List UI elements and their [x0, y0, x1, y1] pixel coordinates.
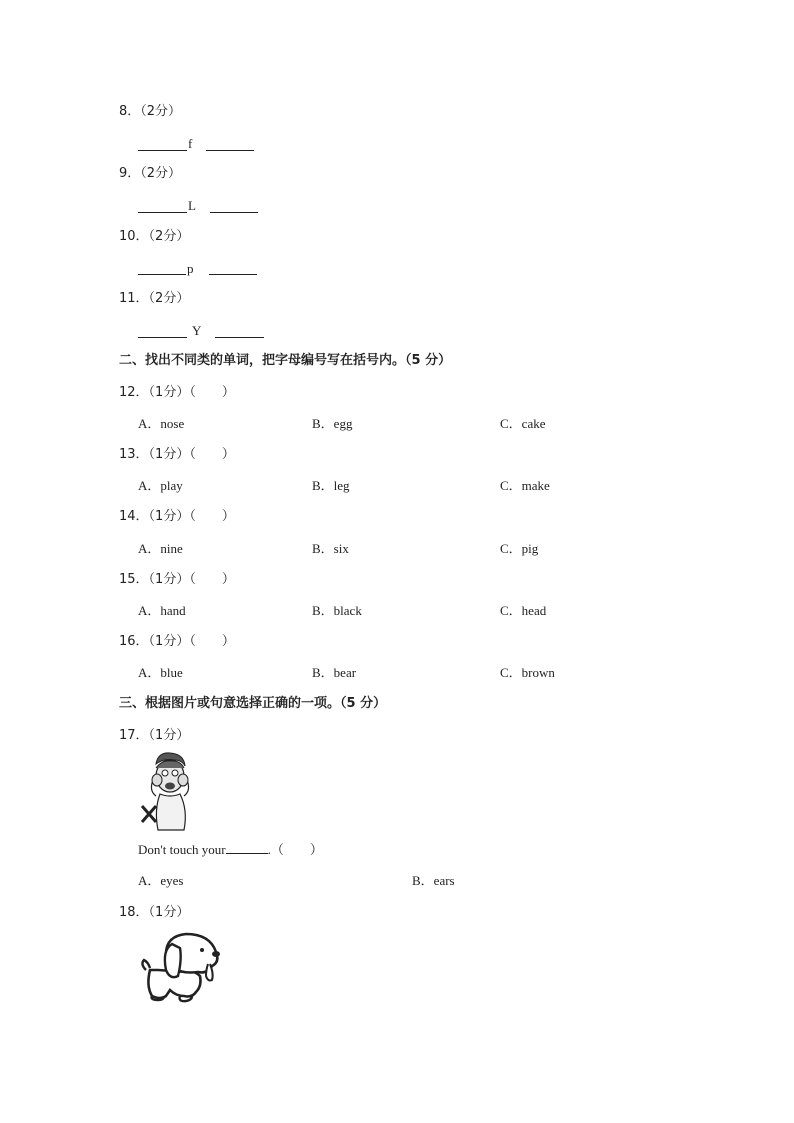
question-14-option-c: C．pig [500, 541, 539, 556]
answer-blank-10-before[interactable] [138, 274, 186, 275]
question-10-letter: p [187, 261, 194, 276]
answer-blank-11-before[interactable] [138, 337, 187, 338]
answer-blank-9-before[interactable] [138, 212, 187, 213]
question-18-number: 18．（1分） [119, 905, 190, 920]
question-8-number: 8．（2分） [119, 104, 182, 119]
question-17-option-a: A．eyes [138, 873, 184, 888]
question-17-blank[interactable] [226, 842, 268, 854]
question-17-sentence: Don't touch your .（ ） [138, 842, 323, 857]
question-9-letter: L [188, 198, 196, 213]
question-13-option-b: B．leg [312, 478, 350, 493]
answer-blank-8-after[interactable] [206, 150, 254, 151]
question-14-number: 14．（1分）（ ） [119, 509, 235, 524]
question-15-option-a: A．hand [138, 603, 186, 618]
question-9-number: 9．（2分） [119, 166, 182, 181]
question-12-option-b: B．egg [312, 416, 353, 431]
question-11-letter: Y [192, 323, 202, 338]
question-12-option-c: C．cake [500, 416, 546, 431]
section-3-heading: 三、根据图片或句意选择正确的一项。（5 分） [119, 696, 387, 711]
question-11-number: 11．（2分） [119, 291, 190, 306]
question-15-option-c: C．head [500, 603, 547, 618]
question-8-letter: f [188, 136, 193, 151]
question-10-number: 10．（2分） [119, 229, 190, 244]
question-16-option-a: A．blue [138, 665, 183, 680]
section-2-heading: 二、找出不同类的单词，把字母编号写在括号内。（5 分） [119, 353, 452, 368]
question-15-option-b: B．black [312, 603, 362, 618]
boy-covering-ears-illustration [138, 750, 198, 834]
question-14-option-a: A．nine [138, 541, 183, 556]
question-17-option-b: B．ears [412, 873, 455, 888]
answer-blank-10-after[interactable] [209, 274, 257, 275]
answer-blank-9-after[interactable] [210, 212, 258, 213]
answer-blank-11-after[interactable] [215, 337, 264, 338]
question-13-option-a: A．play [138, 478, 183, 493]
question-16-number: 16．（1分）（ ） [119, 634, 235, 649]
question-15-number: 15．（1分）（ ） [119, 572, 235, 587]
question-12-number: 12．（1分）（ ） [119, 385, 235, 400]
question-14-option-b: B．six [312, 541, 349, 556]
question-16-option-b: B．bear [312, 665, 357, 680]
dog-illustration [136, 930, 226, 1004]
question-13-number: 13．（1分）（ ） [119, 447, 235, 462]
question-12-option-a: A．nose [138, 416, 185, 431]
question-13-option-c: C．make [500, 478, 550, 493]
answer-blank-8-before[interactable] [138, 150, 187, 151]
question-16-option-c: C．brown [500, 665, 555, 680]
question-17-number: 17．（1分） [119, 728, 190, 743]
